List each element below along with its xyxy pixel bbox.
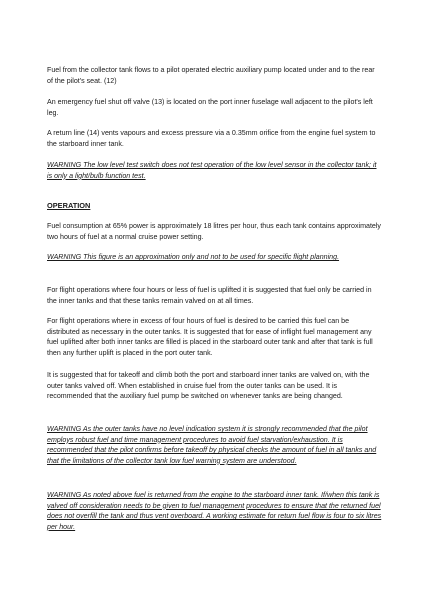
paragraph-collector-tank-pump: Fuel from the collector tank flows to a pilot operated electric auxiliary pump located under and to the rear of the pilot's seat. (12) (47, 66, 375, 85)
paragraph-takeoff-and-climb: It is suggested that for takeoff and climb both the port and starboard inner tanks are valved on, with the outer tanks valved off. When established in cruise fuel from the outer tanks can be used. It is recommended that the auxiliary fuel pump be switched on whenever tanks are being changed. (47, 371, 370, 401)
paragraph-excess-of-four-hours: For flight operations where in excess of four hours of fuel is desired to be carried this fuel can be distributed as necessary in the outer tanks. It is suggested that for ease of inflight fuel management any fuel uplifted after both inner tanks are filled is placed in the starboard outer tank and after that tank is full then any further uplift is placed in the port outer tank. (47, 317, 373, 357)
warning-outer-tanks-no-level-indication: WARNING As the outer tanks have no level indication system it is strongly recommended that the pilot employs robust fuel and time management procedures to avoid fuel starvation/exhaustion. It is recommended that the pilot confirms before takeoff by physical checks the amount of fuel in all tanks and that the limitations of the collector tank low fuel warning system are understood. (47, 425, 377, 465)
paragraph-emergency-shutoff-valve: An emergency fuel shut off valve (13) is located on the port inner fuselage wall adjacent to the pilot's left leg. (47, 98, 373, 117)
warning-approximation: WARNING This figure is an approximation only and not to be used for specific flight planning. (47, 253, 340, 261)
paragraph-four-hours-or-less: For flight operations where four hours or less of fuel is uplifted it is suggested that fuel only be carried in the inner tanks and that these tanks remain valved on at all times. (47, 286, 372, 305)
paragraph-return-line: A return line (14) vents vapours and excess pressure via a 0.35mm orifice from the engine fuel system to the starboard inner tank. (47, 129, 376, 148)
paragraph-fuel-consumption: Fuel consumption at 65% power is approximately 18 litres per hour, thus each tank contains approximately two hours of fuel at a normal cruise power setting. (47, 222, 381, 241)
warning-low-level-test-switch: WARNING The low level test switch does not test operation of the low level sensor in the collector tank; it is only a light/bulb function test. (47, 161, 377, 180)
section-heading-operation: OPERATION (47, 201, 91, 210)
warning-fuel-returned-starboard-tank: WARNING As noted above fuel is returned from the engine to the starboard inner tank. If/when this tank is valved off consideration needs to be given to fuel management procedures to ensure that the returned fuel does not overfill the tank and thus vent overboard. A working estimate for return fuel flow is four to six litres per hour. (47, 491, 382, 531)
